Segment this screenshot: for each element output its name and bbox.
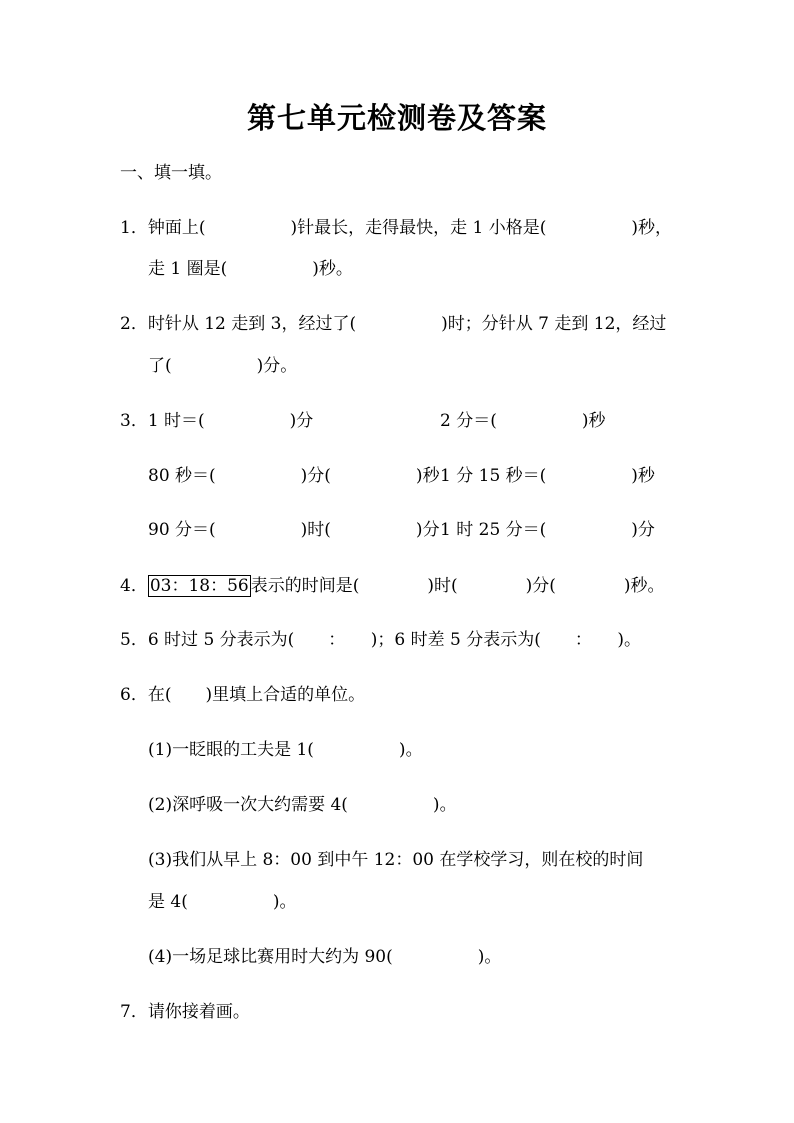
question-3-row-2a: 80 秒＝( )分( )秒 bbox=[148, 466, 440, 486]
question-3-row-3a: 90 分＝( )时( )分 bbox=[148, 520, 440, 540]
question-6-sub-3-line-1: (3)我们从早上 8：00 到中午 12：00 在学校学习，则在校的时间 bbox=[148, 850, 644, 870]
question-6-sub-1: (1)一眨眼的工夫是 1( )。 bbox=[148, 740, 423, 760]
question-3-row-1b: 2 分＝( )秒 bbox=[440, 411, 606, 431]
section-heading: 一、填一填。 bbox=[120, 163, 222, 183]
question-number: 4． bbox=[120, 576, 148, 596]
question-6-sub-2: (2)深呼吸一次大约需要 4( )。 bbox=[148, 795, 457, 815]
question-text: 表示的时间是( )时( )分( )秒。 bbox=[250, 576, 665, 596]
question-6-sub-3-line-2: 是 4( )。 bbox=[148, 892, 297, 912]
question-text: 请你接着画。 bbox=[147, 1002, 250, 1022]
page-title: 第七单元检测卷及答案 bbox=[246, 101, 547, 135]
question-1-line-1 bbox=[120, 217, 672, 239]
question-2-line-1 bbox=[120, 313, 666, 335]
question-7 bbox=[120, 1001, 250, 1023]
question-4 bbox=[120, 575, 665, 597]
digital-clock-display: 03：18：56 bbox=[149, 576, 249, 596]
question-number: 1． bbox=[120, 218, 148, 238]
question-number: 7． bbox=[120, 1002, 148, 1022]
question-number: 5． bbox=[120, 630, 148, 650]
question-2-line-2: 了( )分。 bbox=[148, 356, 298, 376]
question-1-line-2: 走 1 圈是( )秒。 bbox=[148, 259, 353, 279]
question-text: 时针从 12 走到 3，经过了( )时；分针从 7 走到 12，经过 bbox=[147, 314, 667, 334]
question-3-row-3b: 1 时 25 分＝( )分 bbox=[440, 520, 655, 540]
question-text: 在( )里填上合适的单位。 bbox=[147, 685, 366, 705]
question-text: 1 时＝( )分 bbox=[147, 411, 314, 431]
question-number: 6． bbox=[120, 685, 148, 705]
question-number: 3． bbox=[120, 411, 148, 431]
question-6-sub-4: (4)一场足球比赛用时大约为 90( )。 bbox=[148, 947, 502, 967]
question-text: 6 时过 5 分表示为( ： )；6 时差 5 分表示为( ： )。 bbox=[147, 630, 642, 650]
question-3-row-1a bbox=[120, 410, 313, 432]
question-text: 钟面上( )针最长，走得最快，走 1 小格是( )秒， bbox=[147, 218, 672, 238]
question-number: 2． bbox=[120, 314, 148, 334]
question-6 bbox=[120, 684, 365, 706]
question-5 bbox=[120, 629, 641, 651]
question-3-row-2b: 1 分 15 秒＝( )秒 bbox=[440, 466, 655, 486]
